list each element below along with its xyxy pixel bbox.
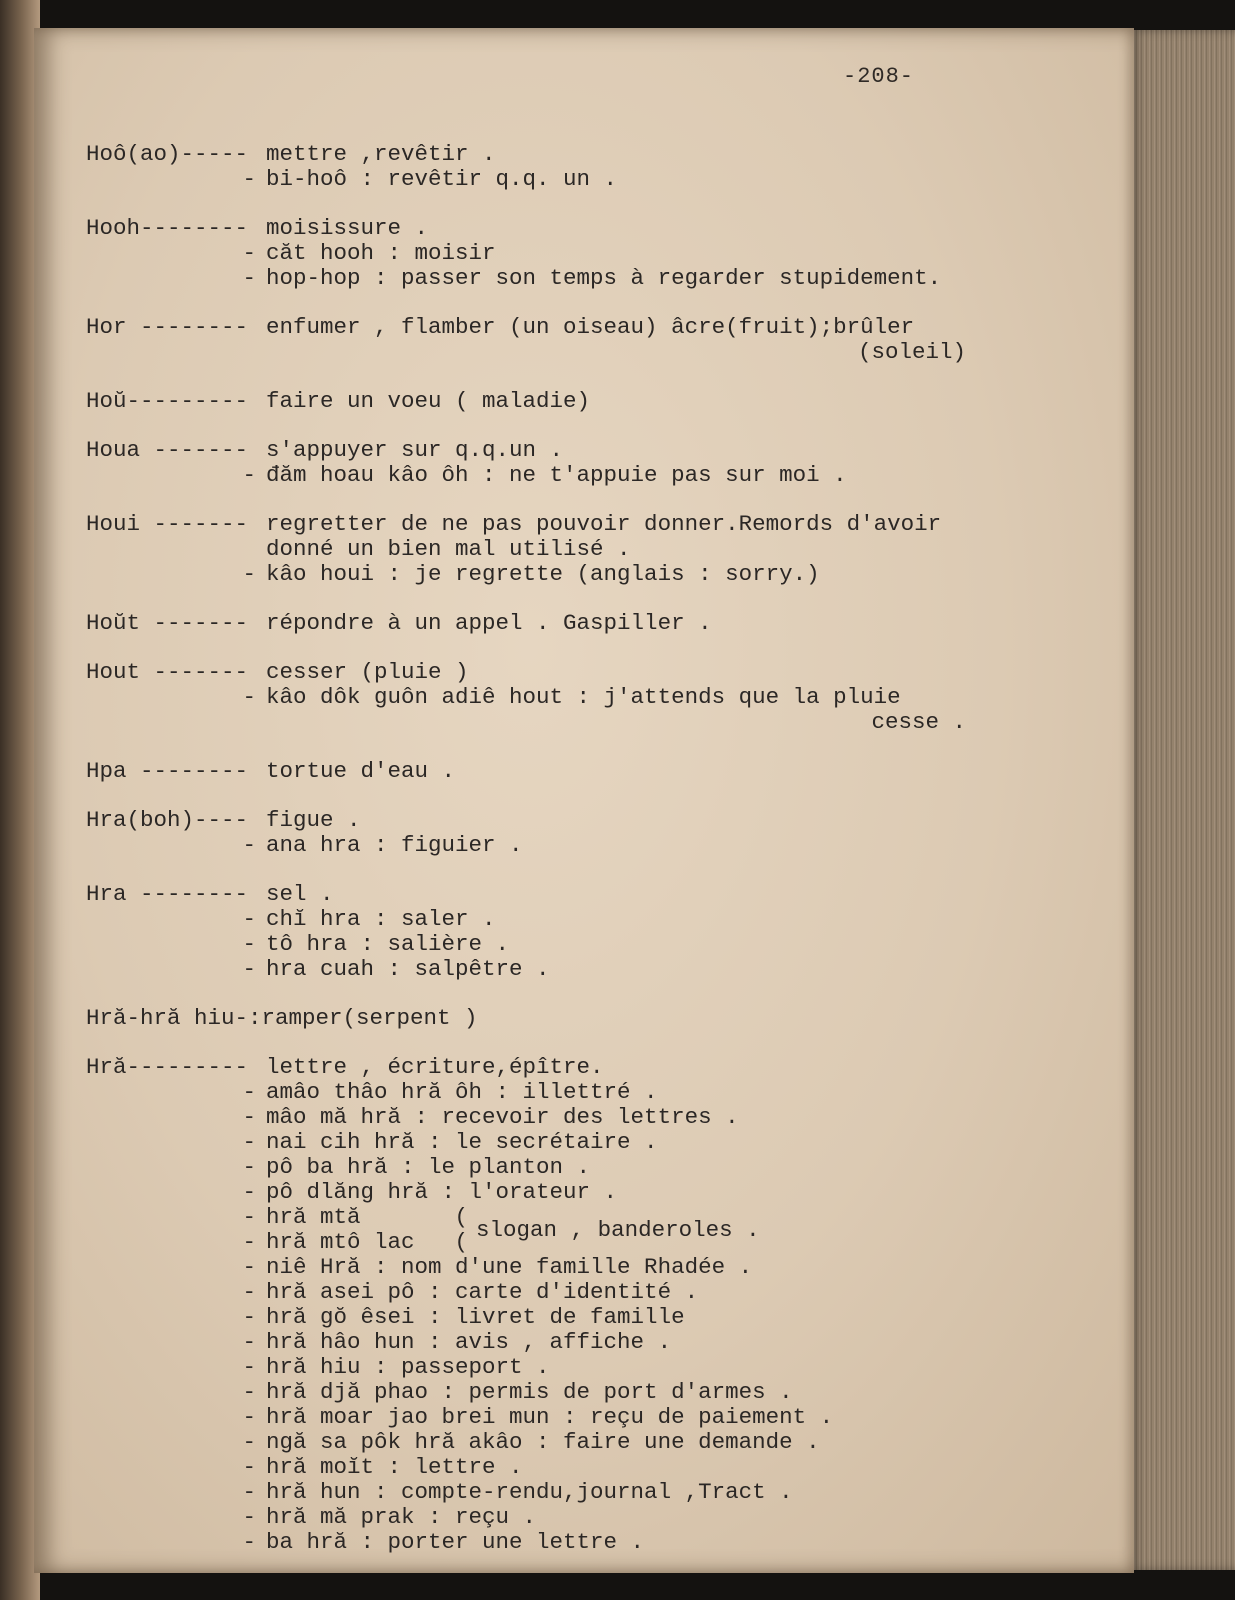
dictionary-entry (86, 216, 1086, 291)
entry-line (86, 438, 1086, 463)
entry-headword: Hra(boh)---- (86, 807, 249, 833)
entry-text: lettre , écriture,épître. (266, 1054, 604, 1080)
page-stack-edge (1128, 30, 1235, 1570)
entry-line (86, 1330, 1086, 1355)
entry-text: hră asei pô : carte d'identité . (266, 1279, 699, 1305)
entry-text: amâo thâo hră ôh : illettré . (266, 1079, 658, 1105)
sub-entry-dash: - (242, 1154, 256, 1180)
sub-entry-dash: - (242, 1079, 256, 1105)
entry-text: nai cih hră : le secrétaire . (266, 1129, 658, 1155)
sub-entry-dash: - (242, 1504, 256, 1530)
entry-text: đăm hoau kâo ôh : ne t'appuie pas sur moi . (266, 462, 847, 488)
entry-line (86, 463, 1086, 488)
entry-text: figue . (266, 807, 361, 833)
entry-headword: Hoŭ--------- (86, 388, 249, 414)
entry-text: s'appuyer sur q.q.un . (266, 437, 564, 463)
entry-text: mâo mă hră : recevoir des lettres . (266, 1104, 739, 1130)
entry-line (86, 512, 1086, 537)
entry-text: hră moar jao brei mun : reçu de paiement . (266, 1404, 834, 1430)
sub-entry-dash: - (242, 956, 256, 982)
sub-entry-dash: - (242, 166, 256, 192)
sub-entry-dash: - (242, 561, 256, 587)
dictionary-entry (86, 142, 1086, 192)
entry-headword: Hor -------- (86, 314, 249, 340)
sub-entry-dash: - (242, 265, 256, 291)
entry-text: hră mă prak : reçu . (266, 1504, 537, 1530)
entry-text: bi-hoô : revêtir q.q. un . (266, 166, 618, 192)
dictionary-entry (86, 882, 1086, 982)
entry-line (86, 1280, 1086, 1305)
entry-text: hră hun : compte-rendu,journal ,Tract . (266, 1479, 793, 1505)
dictionary-entry (86, 611, 1086, 636)
entry-line (86, 537, 1086, 562)
entry-line (86, 1480, 1086, 1505)
entry-text: regretter de ne pas pouvoir donner.Remords d'avoir (266, 511, 942, 537)
entry-line (86, 660, 1086, 685)
entry-text: enfumer , flamber (un oiseau) âcre(fruit);brûler (266, 314, 915, 340)
entry-line (86, 315, 1086, 340)
entry-line (86, 1405, 1086, 1430)
sub-entry-dash: - (242, 1279, 256, 1305)
entry-line (86, 1105, 1086, 1130)
sub-entry-dash: - (242, 240, 256, 266)
entry-headword: Hoŭt ------- (86, 610, 249, 636)
sub-entry-dash: - (242, 1379, 256, 1405)
entry-line (86, 1505, 1086, 1530)
dictionary-entry (86, 315, 1086, 365)
entry-line (86, 1455, 1086, 1480)
entry-headword: Hră-hră hiu-:ramper(serpent ) (86, 1005, 478, 1031)
entry-text: tortue d'eau . (266, 758, 456, 784)
entry-line (86, 882, 1086, 907)
entry-text: hră gŏ êsei : livret de famille (266, 1304, 685, 1330)
entry-text: hră mtô lac (266, 1229, 415, 1255)
sub-entry-dash: - (242, 1104, 256, 1130)
entry-text: căt hooh : moisir (266, 240, 496, 266)
entry-text: ba hră : porter une lettre . (266, 1529, 645, 1555)
entry-text: répondre à un appel . Gaspiller . (266, 610, 712, 636)
entry-line (86, 808, 1086, 833)
entry-text: kâo houi : je regrette (anglais : sorry.) (266, 561, 820, 587)
entry-text: sel . (266, 881, 334, 907)
sub-entry-dash: - (242, 931, 256, 957)
sub-entry-dash: - (242, 906, 256, 932)
entry-line (86, 1130, 1086, 1155)
entry-line (86, 611, 1086, 636)
entry-text: kâo dôk guôn adiê hout : j'attends que la pluie (266, 684, 901, 710)
sub-entry-dash: - (242, 1204, 256, 1230)
entry-line (86, 562, 1086, 587)
entry-line (86, 142, 1086, 167)
dictionary-content (86, 142, 1086, 1579)
entry-line (86, 1155, 1086, 1180)
sub-entry-dash: - (242, 1354, 256, 1380)
entry-line (86, 1530, 1086, 1555)
entry-line (86, 1430, 1086, 1455)
entry-headword: Hout ------- (86, 659, 249, 685)
entry-text: ngă sa pôk hră akâo : faire une demande . (266, 1429, 820, 1455)
entry-line (86, 907, 1086, 932)
sub-entry-dash: - (242, 1229, 256, 1255)
open-paren: ( (454, 1204, 469, 1230)
open-paren: ( (454, 1229, 469, 1255)
entry-line (86, 1080, 1086, 1105)
dictionary-entry (86, 660, 1086, 735)
dictionary-entry (86, 1006, 1086, 1031)
entry-headword: Hra -------- (86, 881, 249, 907)
entry-text: pô dlăng hră : l'orateur . (266, 1179, 618, 1205)
entry-text: cesser (pluie ) (266, 659, 469, 685)
line-indent (86, 537, 266, 562)
entry-line (86, 216, 1086, 241)
entry-text: hră hiu : passeport . (266, 1354, 550, 1380)
entry-text: faire un voeu ( maladie) (266, 388, 591, 414)
page-number: -208- (843, 64, 915, 89)
entry-text: moisissure . (266, 215, 429, 241)
entry-line (86, 1180, 1086, 1205)
sub-entry-dash: - (242, 684, 256, 710)
paren-group (86, 1205, 760, 1255)
entry-text: donné un bien mal utilisé . (266, 536, 631, 562)
entry-headword: Hooh-------- (86, 215, 249, 241)
entry-text: pô ba hră : le planton . (266, 1154, 591, 1180)
entry-headword: Hră--------- (86, 1054, 249, 1080)
entry-line (86, 1055, 1086, 1080)
dictionary-entry (86, 512, 1086, 587)
entry-text: mettre ,revêtir . (266, 141, 496, 167)
entry-line (86, 1305, 1086, 1330)
sub-entry-dash: - (242, 1429, 256, 1455)
entry-headword: Houi ------- (86, 511, 249, 537)
sub-entry-dash: - (242, 1179, 256, 1205)
entry-line (86, 1355, 1086, 1380)
entry-text: niê Hră : nom d'une famille Rhadée . (266, 1254, 753, 1280)
dictionary-entry (86, 389, 1086, 414)
sub-entry-dash: - (242, 1479, 256, 1505)
entry-headword: Hoô(ao)----- (86, 141, 249, 167)
entry-line (86, 1380, 1086, 1405)
entry-text: hop-hop : passer son temps à regarder stupidement. (266, 265, 942, 291)
entry-line (86, 685, 1086, 710)
entry-line (86, 241, 1086, 266)
entry-line (86, 1205, 415, 1230)
entry-text: hră djă phao : permis de port d'armes . (266, 1379, 793, 1405)
entry-line (86, 266, 1086, 291)
entry-line (86, 759, 1086, 784)
entry-text: ana hra : figuier . (266, 832, 523, 858)
entry-line (86, 389, 1086, 414)
sub-entry-dash: - (242, 462, 256, 488)
sub-entry-dash: - (242, 1254, 256, 1280)
entry-line (86, 167, 1086, 192)
entry-line (86, 1255, 1086, 1280)
sub-entry-dash: - (242, 1304, 256, 1330)
entry-line (86, 957, 1086, 982)
sub-entry-dash: - (242, 1529, 256, 1555)
entry-line (86, 1230, 415, 1255)
entry-line (86, 932, 1086, 957)
sub-entry-dash: - (242, 1329, 256, 1355)
entry-continuation: (soleil) (857, 339, 966, 365)
entry-text: hră hâo hun : avis , affiche . (266, 1329, 672, 1355)
sub-entry-dash: - (242, 1454, 256, 1480)
entry-text: slogan , banderoles . (476, 1216, 760, 1243)
entry-text: tô hra : salière . (266, 931, 510, 957)
grouped-sub-entries (86, 1205, 1086, 1255)
entry-text: hră moĭt : lettre . (266, 1454, 523, 1480)
entry-text: hră mtă (266, 1204, 361, 1230)
sub-entry-dash: - (242, 1129, 256, 1155)
entry-text: hra cuah : salpêtre . (266, 956, 550, 982)
dictionary-entry (86, 808, 1086, 858)
paren-lines (86, 1205, 415, 1255)
entry-text: chĭ hra : saler . (266, 906, 496, 932)
sub-entry-dash: - (242, 832, 256, 858)
entry-line (86, 833, 1086, 858)
paren-bracket (415, 1205, 469, 1255)
dictionary-entry (86, 759, 1086, 784)
dictionary-entry (86, 438, 1086, 488)
entry-headword: Hpa -------- (86, 758, 249, 784)
dictionary-entry (86, 1055, 1086, 1555)
sub-entry-dash: - (242, 1404, 256, 1430)
entry-continuation: cesse . (871, 709, 966, 735)
entry-headword: Houa ------- (86, 437, 249, 463)
